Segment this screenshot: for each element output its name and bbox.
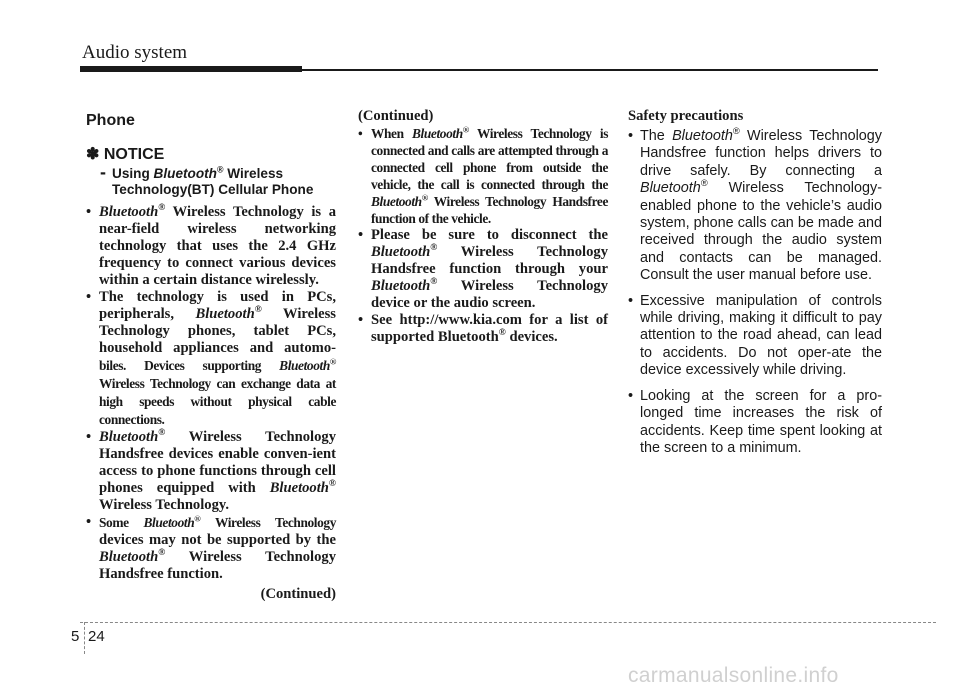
watermark-text: carmanualsonline.info: [628, 664, 839, 687]
bt-term: Bluetooth: [412, 126, 463, 141]
bullet-glyph: •: [628, 128, 634, 144]
bt-term: Bluetooth: [99, 204, 159, 220]
reg-mark: ®: [194, 513, 201, 524]
page-header-title: Audio system: [82, 42, 188, 63]
reg-mark: ®: [216, 164, 224, 175]
bullet-glyph: •: [358, 126, 363, 141]
item-text: Wireless Technology Handsfree function of the vehicle.: [371, 194, 608, 226]
notice-sub-bt: Bluetooth: [153, 166, 217, 181]
bt-term: Bluetooth: [195, 306, 255, 322]
reg-mark: ®: [430, 277, 438, 288]
item-text: Please be sure to disconnect the: [371, 227, 608, 243]
footer-vertical-divider: [84, 622, 86, 654]
item-text: Wireless Technology Handsfree function.: [99, 549, 336, 582]
bullet-glyph: •: [86, 204, 92, 220]
list-item: [86, 514, 336, 583]
bullet-glyph: •: [628, 387, 634, 404]
notice-subheading: [86, 164, 336, 198]
bt-term: Bluetooth: [371, 244, 431, 260]
item-text: The technology is used in PCs, peripherals,: [99, 289, 336, 322]
column-middle: [358, 108, 608, 346]
item-text: Excessive manipulation of controls while driving, making it difficult to pay attention to the road ahead, can lead to accidents. Do not oper-ate the device excessively while driving.: [640, 292, 882, 379]
bullet-glyph: •: [86, 514, 92, 530]
list-item: [358, 125, 608, 227]
item-text: devices.: [505, 329, 558, 345]
bullet-glyph: •: [358, 312, 364, 328]
bt-term: Bluetooth: [640, 180, 701, 197]
reg-mark: ®: [462, 124, 469, 135]
bt-term: Bluetooth: [99, 549, 159, 565]
item-text-condensed: [99, 515, 336, 530]
bullet-glyph: •: [86, 429, 92, 445]
item-text: Wireless Technology.: [99, 497, 230, 513]
page-number: 24: [88, 628, 105, 645]
list-item: [628, 128, 882, 285]
bt-term: Bluetooth: [99, 429, 159, 445]
item-text-condensed: [99, 358, 336, 427]
list-item: [628, 293, 882, 380]
item-text: Wireless Technology is connected and calls are attempted through a connected cell phone from outside the vehicle, the call is connected through the: [371, 126, 609, 192]
bt-term: Bluetooth: [672, 128, 733, 144]
item-text: Looking at the screen for a pro-longed time increases the risk of accidents. Keep time spent looking at the screen to a minimum.: [640, 387, 882, 456]
item-text: Wireless Technology is a near-field wireless networking technology that uses the 2.4 GHz frequency to connect various devices within a certain distance wirelessly.: [99, 204, 336, 288]
reg-mark: ®: [158, 428, 166, 439]
list-item: [358, 312, 608, 346]
reg-mark: ®: [158, 203, 166, 214]
bt-term: Bluetooth: [371, 194, 422, 209]
item-text: Wireless Technology: [200, 515, 336, 530]
item-text: Wireless Technology Handsfree function helps drivers to drive safely. By connecting a: [640, 128, 882, 179]
safety-heading: Safety precautions: [628, 108, 744, 124]
reg-mark: ®: [732, 126, 740, 137]
reg-mark: ®: [158, 548, 166, 559]
reg-mark: ®: [430, 243, 438, 254]
list-item: [86, 289, 336, 429]
bt-term: Bluetooth: [371, 278, 431, 294]
item-text: Wireless Technology device or the audio screen.: [371, 278, 608, 311]
item-text: Some: [99, 515, 144, 530]
item-text: The: [640, 128, 673, 144]
item-text: biles. Devices supporting: [99, 358, 280, 373]
footer-divider: [80, 622, 936, 623]
reg-mark: ®: [254, 305, 262, 316]
header-rule-thick: [80, 66, 302, 72]
reg-mark: ®: [700, 178, 708, 189]
bullet-glyph: •: [628, 292, 634, 309]
phone-heading: Phone: [86, 112, 135, 129]
notice-sub-rest: Wireless Technology(BT) Cellular Phone: [112, 166, 314, 197]
bt-term: Bluetooth: [269, 480, 329, 496]
item-text: Wireless Technology Handsfree devices enable conven-ient access to phone functions through cell phones equipped with: [99, 429, 336, 496]
list-item: [86, 204, 336, 289]
item-text: When: [371, 126, 413, 141]
list-item: [86, 429, 336, 514]
reg-mark: ®: [329, 356, 336, 367]
header-rule-thin: [300, 69, 878, 71]
list-item: [358, 227, 608, 312]
item-text: Wireless Technology Handsfree function through your: [371, 244, 608, 277]
item-text: See http://www.kia.com for a list of supported Bluetooth: [371, 312, 608, 345]
item-text: devices may not be supported by the: [99, 532, 336, 548]
item-text: Wireless Technology can exchange data at high speeds without physical cable connections.: [99, 376, 336, 427]
item-text: Wireless Technology phones, tablet PCs, household appliances and automo-: [99, 306, 336, 356]
reg-mark: ®: [328, 479, 336, 490]
bt-term: Bluetooth: [279, 358, 330, 373]
column-right: [628, 108, 882, 465]
notice-sub-text: Using: [112, 166, 154, 181]
continued-label: (Continued): [260, 586, 336, 602]
list-item: [628, 388, 882, 458]
asterisk-icon: ✽: [86, 146, 100, 163]
bullet-glyph: •: [86, 289, 92, 305]
notice-label: NOTICE: [103, 146, 165, 163]
bullet-glyph: •: [358, 227, 364, 243]
column-left: [86, 108, 336, 603]
reg-mark: ®: [498, 328, 506, 339]
item-text: Wireless Technology-enabled phone to the vehicle’s audio system, phone calls can be made and received through the audio system and contacts can be managed. Consult the user manual before use.: [640, 180, 882, 284]
notice-heading: [86, 146, 336, 164]
chapter-number: 5: [71, 628, 80, 645]
bt-term: Bluetooth: [143, 515, 195, 530]
dash-glyph: -: [100, 162, 106, 182]
reg-mark: ®: [421, 192, 428, 203]
continued-label: (Continued): [358, 108, 434, 124]
